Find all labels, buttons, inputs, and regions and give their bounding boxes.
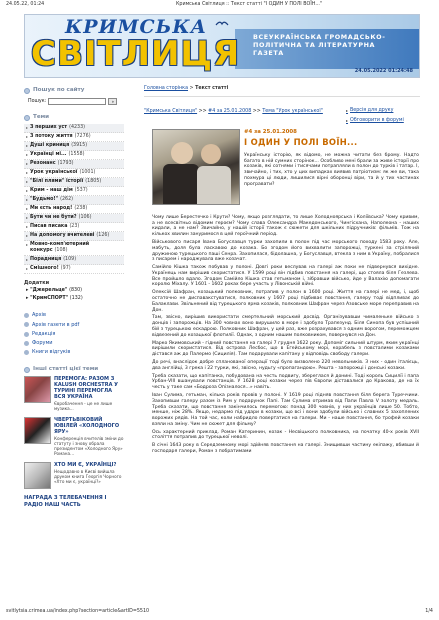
discuss-forum-link[interactable]: ▸ Обговорити в форумі: [346, 117, 404, 124]
promo-thumbnail: [24, 376, 51, 403]
banner-title-main: СВІТЛИЦЯ: [31, 34, 241, 74]
banner-date: 24.05.2022 01:24:48: [354, 67, 413, 74]
promo-item[interactable]: [24, 417, 124, 456]
sidebar: [24, 86, 124, 508]
article-paragraph: Військового писаря Івана Богуславця турки захопили в полон під час морського походу 1583 року. Але, мабуть, доля була ласкавою до козака. Бо згодом його вихвалити запорожці, туркені за стріляний дружиною турецького паші Сенра. Захопилася, бідолашна, у Богуславця, втекла з ним в Україну, побралися з писарем і народжувала вже козачат.: [152, 240, 419, 263]
triangle-icon: ▸: [26, 223, 29, 229]
article-tools: [346, 108, 420, 128]
print-footer: [6, 609, 433, 617]
triangle-icon: ▸: [26, 205, 29, 211]
topic-item[interactable]: ▸ З потоку життя (7276): [24, 133, 124, 142]
banner-title-top: КРИМСЬКА: [65, 16, 208, 38]
topic-item[interactable]: ▸ На допомогу вчителеві (126): [24, 232, 124, 241]
triangle-icon: ▸: [26, 265, 29, 271]
topic-item[interactable]: ▸ "Будьмо!" (262): [24, 196, 124, 205]
article-paragraph: В січні 1643 року в Середземному морі здійняв повстання на галері. Знищивши частину екіпажу, вбивши й господаря галери, Роман з побратимами: [152, 443, 419, 455]
article-paragraph: Самійло Кішка також побував у полоні. Довгі роки веслував на галері аж поки не підвернувся вихідне. Українець нам вирішив скористатися. У 1599 році він підбив повстання на галері, що стояла біля Гезлева. Все пройшло вдало. Згодом Самійло Кішка став гетьманом і, зібравши військо, йде у Валахію допомагати королю Міхалу. У 1601 - 1602 роках бере участь у Лівонській війні.: [152, 265, 419, 288]
triangle-icon: ▸: [26, 151, 29, 157]
print-datetime: 24.05.22, 01:24: [6, 2, 45, 7]
link-editorial[interactable]: Редакція: [24, 329, 124, 338]
triangle-icon: ▸: [26, 232, 29, 238]
promo-desc: Євробачення - це не лише музика...: [54, 401, 113, 412]
triangle-icon: ▸: [26, 160, 29, 166]
topic-item[interactable]: ▸ Бути чи не бути? (106): [24, 214, 124, 223]
search-label: Пошук:: [28, 98, 47, 104]
promo-thumbnail: [24, 417, 51, 444]
article-paragraph: Чому лише Берестечко і Крути? Чому, якщо розглядати, то лише Холодноярська і Коліївська? Чому кривим, а не всесвітньо відомим героєм? Чому слава Олександра Македонського, Чингісхана, Наполеона - наших кидали, а не нам? Звичайно, у нашій історії також є сюжети для шкільних підручників: фільмів. Тож на кількох хвилин зануримося в цей героїчний період.: [152, 214, 419, 238]
search-heading: Пошук по сайту: [24, 86, 124, 95]
triangle-icon: ▸: [26, 187, 29, 193]
bullet-icon: [24, 350, 29, 355]
topic-item[interactable]: ▸ Урок української (1001): [24, 169, 124, 178]
article-paragraph: Іван Сулима, гетьман, кілька років провів у полоні. У 1619 році підняв повстання біля берега Туреччини. Захопивши галеру разом із Рим у подарунок Папі. Там Сулима отримав від Папи Павла V золоту медаль. Треба сказати, що повстання закінчилось перемогою: понад 300 човнів, у них українців лише 50. Тобто, менше, ніж 28%. Якщо, недармо під удари в козаки, що всі і вони здобули військо і славних 5 захоплених ворожих рядів. На той час, коли набридло повертатися на галери. Ми - наше повстання, бо трофей козаки взяли на зміну. Чим не сюжет для фільму?: [152, 393, 419, 427]
article-paragraph: Марко Якимовський - гідний повстання на галері 7 грудня 1622 року. Допоміг сильний штурм, яким українці вирішили скористатися. Від острова Лесбос, що в Егейському морі, корабель з повсталими козаками дістався аж до Палермо (Сицилія). Там подарували капітану у відповідь свободу галери.: [152, 340, 419, 358]
print-page-title: Кримська Світлиця :: Текст статті "І ОДИН У ПОЛІ ВОЇН...": [176, 2, 323, 7]
promo-title: ПЕРЕМОГА: РАЗОМ З KALUSH ORCHESTRA У ТУРИНІ ПЕРЕМОГЛА ВСЯ УКРАЇНА: [54, 376, 119, 401]
topics-list: [24, 124, 124, 274]
breadcrumb-home[interactable]: Головна сторінка: [144, 86, 189, 91]
bullet-icon: [24, 115, 30, 121]
bullet-icon: [24, 332, 29, 337]
extra-item[interactable]: ▸ "КримСПОРТ" (132): [26, 295, 83, 301]
promo-thumbnail: [24, 462, 51, 489]
link-forums[interactable]: Форуми: [24, 339, 124, 348]
breadcrumb: Головна сторінка > Текст статті: [144, 86, 420, 97]
article-photo: [152, 129, 240, 205]
article-paragraph: Олексій Шафран, козацький полковник, потрапив у полон в 1600 році. Життя на галері не мед, і, щоб остаточно не диспавакстуватися, полковник у 1607 році підбиває повстання, галеру тоді відпливає до Балаклави. Звільнений від турецького ярма козаків, полковник Шафран через Азовське море переправив на Дон.: [152, 290, 419, 313]
topic-item[interactable]: ▸ Резонанс (1793): [24, 160, 124, 169]
promo-item[interactable]: [24, 376, 124, 411]
promo-desc: Нещодавно в Києві вийшла друком книга Георгія Чорного «Хто ми є, українці?»: [54, 469, 122, 485]
triangle-icon: ▸: [346, 108, 349, 114]
search-form: [28, 98, 124, 105]
promo-item[interactable]: [24, 462, 124, 489]
other-articles-heading: Інші статті цієї теми: [24, 365, 124, 374]
topic-item[interactable]: ▸ Мовно-комп'ютерний конкурс (108): [24, 241, 124, 256]
breadcrumb-current: Текст статті: [195, 86, 229, 91]
bullet-icon: [24, 313, 29, 318]
promo-title: ХТО МИ Є, УКРАЇНЦІ?: [54, 462, 117, 469]
banner-tagline: ВСЕУКРАЇНСЬКА ГРОМАДСЬКО-ПОЛІТИЧНА ТА ЛІТЕРАТУРНА ГАЗЕТА: [253, 33, 386, 57]
triangle-icon: ▸: [26, 178, 29, 184]
bullet-icon: [24, 367, 30, 373]
topic-item[interactable]: ▸ З перших уст (4233): [24, 124, 124, 133]
bird-icon: [215, 17, 229, 31]
article-paragraph: Треба сказати, що капітанка, побудована на честь подвигу, збереглася й донині. Тоді король Сицилії і папа Урбан-VIII вшанували повстанців. У 1628 році козаки через пів Європи діставалися до Кракова, де на їх честь у таке сам «Бодроза Опізналося...» навіть.: [152, 373, 419, 391]
link-guestbook[interactable]: Книги відгуків: [24, 348, 124, 357]
triangle-icon: ▸: [26, 142, 29, 148]
promo-title: НАГРАДА З ТЕЛЕБАЧЕННЯ І РАДІО НАШ ЧАСТЬ: [24, 495, 107, 508]
promo-item[interactable]: [24, 495, 124, 508]
site-links: [24, 311, 124, 357]
link-archive[interactable]: Архів: [24, 311, 124, 320]
triangle-icon: ▸: [26, 241, 29, 247]
topic-item[interactable]: ▸ Крим - наш дім (537): [24, 187, 124, 196]
search-button[interactable]: »: [108, 98, 117, 105]
topic-item[interactable]: ▸ Писав писака (23): [24, 223, 124, 232]
topic-item[interactable]: ▸ "Білі плями" історії (1805): [24, 178, 124, 187]
topic-item[interactable]: ▸ Порадниця (109): [24, 256, 124, 265]
topic-item[interactable]: ▸ Смішного! (97): [24, 265, 124, 274]
triangle-icon: ▸: [26, 169, 29, 175]
triangle-icon: ▸: [346, 118, 349, 124]
triangle-icon: ▸: [26, 196, 29, 202]
print-header: [6, 2, 433, 10]
article-paragraph: Ось характерний приклад. Роман Катеринин, козак - Несвіцького полковника, на початку 40-х років XVII століття потрапив до турецької неволі.: [152, 429, 419, 441]
site-banner[interactable]: [24, 14, 420, 78]
promo-desc: Конференція вчителів зміни до статуту і знову обрала президентом «Холодного Яру» Романа...: [54, 436, 124, 457]
path-topic[interactable]: Тема "Урок української": [262, 108, 323, 114]
extras-section: [24, 280, 124, 303]
article-lead: Українську історію, як відомо, не можна читати без брому. Надто багато в ній сумних сторінок... Особливо мені брали за живе історії про козаків, які сотнями і тисячами потрапляли в полон до турків і татар. І, звичайно, і тих, хто у цих випадках виявив патріотизм: як же ви, така похмура ці люди, лишилися вірні оборонці віри, та й у тих частинах програвати?: [244, 152, 419, 187]
promo-title: ЧВЕРТЬВІКОВИЙ ЮВІЛЕЙ «ХОЛОДНОГО ЯРУ»: [54, 417, 120, 436]
topic-item[interactable]: ▸ Душі криниця (3915): [24, 142, 124, 151]
topic-item[interactable]: ▸ Українці мі... (1558): [24, 151, 124, 160]
article-title: І ОДИН У ПОЛІ ВОЇН...: [244, 136, 358, 147]
bullet-icon: [24, 88, 30, 94]
bullet-icon: [24, 322, 29, 327]
triangle-icon: ▸: [26, 133, 29, 139]
path-issue[interactable]: #4 за 25.01.2008: [208, 108, 252, 114]
article-path: "Кримська Світлиця" >> #4 за 25.01.2008 >> Тема "Урок української": [144, 108, 323, 114]
print-version-link[interactable]: ▸ Версія для друку: [346, 108, 394, 114]
article-paragraph: До речі, внаслідок добре спланованої операції тоді було визволено 220 невольників. З них - один італієць, два англійці, 3 грека і 22 турки, які, звісно, нудьгу «пропагандою». Решта - запорожці і донські козаки.: [152, 359, 419, 371]
topic-item[interactable]: ▸ Ми єсть народ! (238): [24, 205, 124, 214]
print-url: svitlytsia.crimea.ua/index.php?section=article&artID=5510: [6, 609, 150, 614]
extra-item[interactable]: ▸ "Джерельце" (830): [26, 287, 82, 293]
bullet-icon: [24, 341, 29, 346]
triangle-icon: ▸: [26, 125, 29, 130]
main-content: [144, 86, 420, 455]
topics-heading: Теми: [24, 113, 124, 122]
article-issue: #4 за 25.01.2008: [244, 128, 297, 135]
article-paragraph: Там, звісно, вирішив використати смертельний морський досвід. Організувавши чималеньке військо з донців і запорожців. На 300 човнах воно вирушило в море і здобуло Трапезунд. Біля Синопа був успішний бій з турецькою ескадрою. Полковник Шафран, у цей раз, вже розрахувався з одним ворогом, переможцем відвезений до козацької флотилії. Однак, з одним нашим полковником, повернувся на Дон.: [152, 315, 419, 338]
article-body: [152, 215, 419, 457]
triangle-icon: ▸: [26, 256, 29, 262]
print-page-number: 1/4: [425, 609, 433, 614]
triangle-icon: ▸: [26, 214, 29, 220]
path-paper[interactable]: "Кримська Світлиця": [144, 108, 198, 114]
extras-heading: Додатки: [24, 279, 50, 286]
search-input[interactable]: [48, 98, 106, 105]
link-pdf-archive[interactable]: Архів газети в pdf: [24, 320, 124, 329]
